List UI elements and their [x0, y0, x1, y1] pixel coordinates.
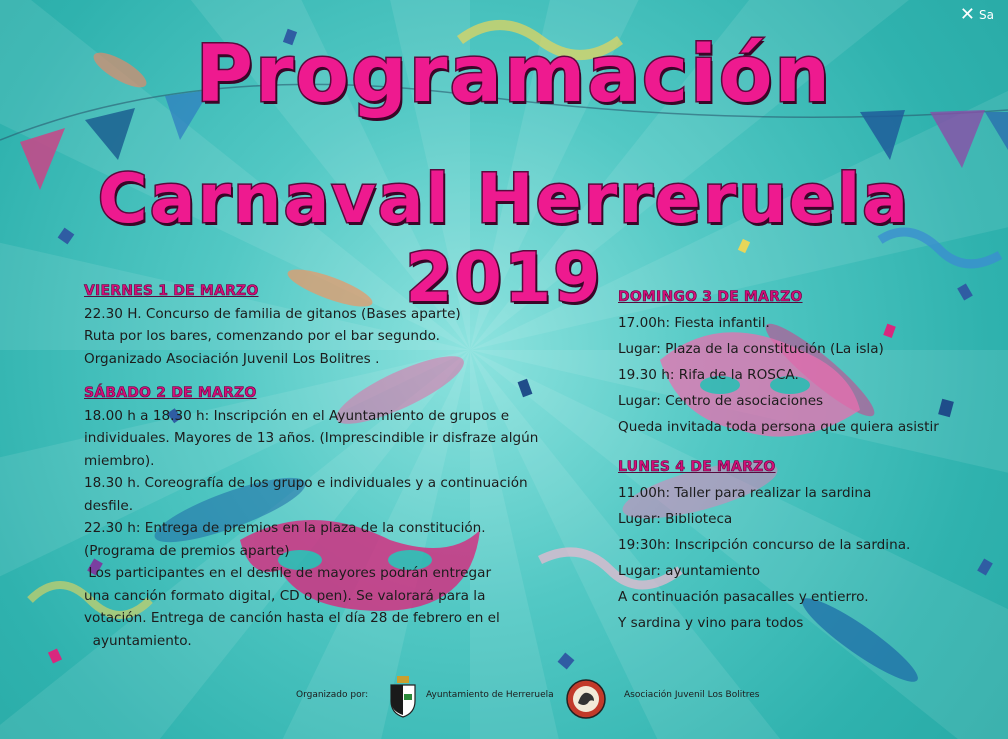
- org-youth-association: Asociación Juvenil Los Bolitres: [624, 690, 760, 700]
- schedule-line: 19.30 h: Rifa de la ROSCA.: [618, 367, 799, 383]
- organized-by-label: Organizado por:: [296, 690, 369, 700]
- close-label: Sa: [979, 8, 994, 22]
- schedule-line: Lugar: ayuntamiento: [618, 563, 761, 579]
- poster-title: Programación: [195, 30, 833, 120]
- schedule-line: Los participantes en el desfile de mayores podrán entregar: [84, 565, 492, 581]
- schedule-line: 22.30 h: Entrega de premios en la plaza de la constitución.: [84, 520, 486, 536]
- schedule-line: desfile.: [84, 497, 134, 514]
- close-icon: ✕: [959, 4, 976, 25]
- schedule-line: Organizado Asociación Juvenil Los Bolitres .: [84, 350, 380, 367]
- town-crest-icon: [388, 676, 418, 718]
- day-heading: SÁBADO 2 DE MARZO: [84, 385, 257, 401]
- schedule-line: individuales. Mayores de 13 años. (Imprescindible ir disfraze algún: [84, 430, 539, 446]
- schedule-line: Lugar: Biblioteca: [618, 511, 733, 527]
- org-town-hall: Ayuntamiento de Herreruela: [426, 690, 554, 700]
- schedule-line: A continuación pasacalles y entierro.: [618, 589, 869, 605]
- schedule-line: Queda invitada toda persona que quiera asistir: [618, 419, 939, 435]
- schedule-line: 19:30h: Inscripción concurso de la sardina.: [618, 537, 911, 553]
- schedule-right: [618, 284, 988, 636]
- youth-association-logo-icon: [566, 679, 606, 719]
- schedule-line: Lugar: Plaza de la constitución (La isla): [618, 341, 884, 357]
- schedule-line: 18.30 h. Coreografía de los grupo e individuales y a continuación: [84, 475, 528, 491]
- schedule-line: 18.00 h a 18.30 h: Inscripción en el Ayuntamiento de grupos e: [84, 407, 510, 424]
- schedule-line: Y sardina y vino para todos: [618, 615, 804, 631]
- schedule-line: una canción formato digital, CD o pen). Se valorará para la: [84, 587, 486, 604]
- schedule-line: Ruta por los bares, comenzando por el bar segundo.: [84, 328, 440, 344]
- close-button[interactable]: [960, 6, 994, 24]
- schedule-line: miembro).: [84, 452, 155, 469]
- schedule-line: votación. Entrega de canción hasta el día 28 de febrero en el: [84, 610, 500, 626]
- poster-subtitle: Carnaval Herreruela 2019: [97, 160, 911, 318]
- schedule-line: 22.30 H. Concurso de familia de gitanos (Bases aparte): [84, 305, 461, 322]
- day-heading: DOMINGO 3 DE MARZO: [618, 289, 803, 305]
- schedule-line: Lugar: Centro de asociaciones: [618, 393, 824, 409]
- schedule-line: 17.00h: Fiesta infantil.: [618, 315, 770, 331]
- day-heading: LUNES 4 DE MARZO: [618, 459, 776, 475]
- schedule-line: (Programa de premios aparte): [84, 542, 290, 559]
- schedule-line: ayuntamiento.: [84, 632, 192, 649]
- schedule-left: [84, 280, 564, 652]
- schedule-line: 11.00h: Taller para realizar la sardina: [618, 485, 872, 501]
- day-heading: VIERNES 1 DE MARZO: [84, 283, 259, 299]
